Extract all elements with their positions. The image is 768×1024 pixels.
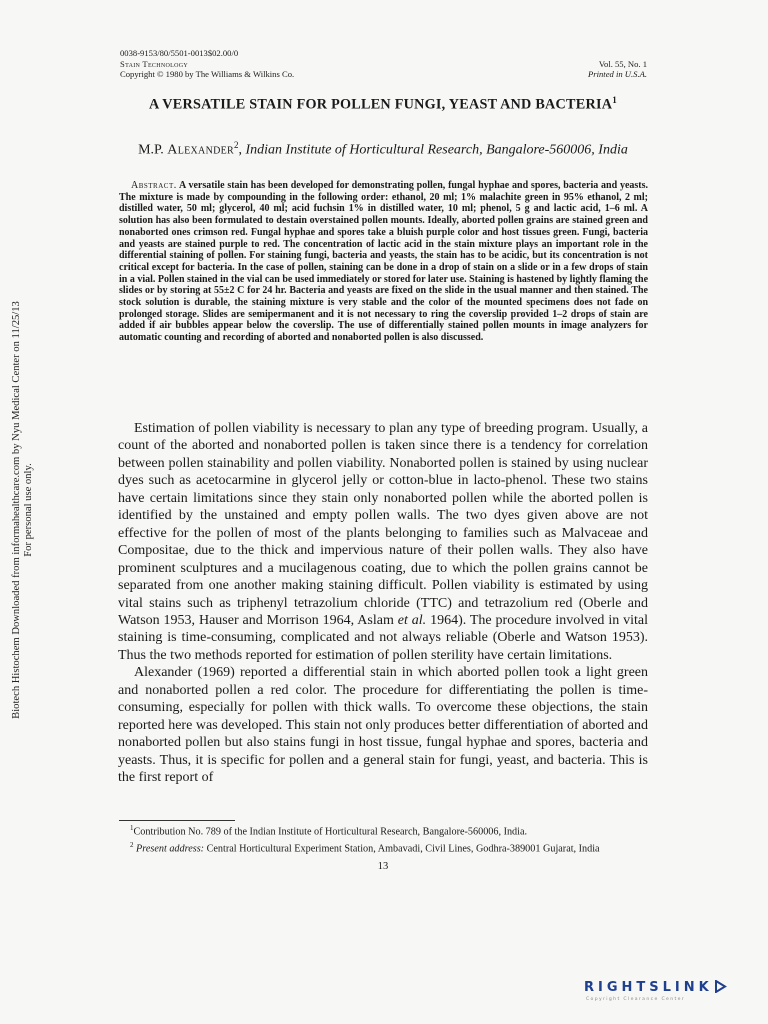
abstract-text: A versatile stain has been developed for demonstrating pollen, fungal hyphae and spores, bacteria and yeasts. The mixture is made by compounding in the following order: ethanol, 20 ml; 1% malachite green in 95% ethanol, 2 ml; distilled water, 50 ml; glycerol, 40 ml; acid fuchsin 1% in distilled water, 10 ml; phenol, 5 g and lactic acid, 1–6 ml. A solution has also been formulated to destain overstained pollen mounts. Ideally, aborted pollen grains are stained green and nonaborted ones crimson red. Fungal hyphae and spores take a bluish purple color and host tissues green. Fungi, bacteria and yeasts are stained purple to red. The concentration of lactic acid in the stain mixture plays an important role in the differential staining of pollen. For staining fungi, bacteria and yeasts, the stain has to be acidic, but its concentration is not critical except for bacteria. In the case of pollen, staining can be done in a drop of stain on a slide or in a few drops of stain in a vial. Pollen stained in the vial can be used immediately or stored for later use. Staining is hastened by lightly flaming the slides or by storing at 55±2 C for 24 hr. Bacteria and yeasts are fixed on the slide in the usual manner and then stained. The stock solution is durable, the staining mixture is very stable and the color of the mounted specimens does not fade on prolonged storage. Slides are semipermanent and it is not necessary to ring the coverslip provided 1–2 drops of stain are added if air bubbles appear below the coverslip. The use of differentially stained pollen mounts in image analyzers for automatic counting and recording of aborted and nonaborted pollen is also discussed.	[119, 180, 649, 344]
article-code: 0038-9153/80/5501-0013$02.00/0	[120, 48, 239, 58]
download-watermark	[0, 270, 46, 750]
footnote-1-text: Contribution No. 789 of the Indian Institute of Horticultural Research, Bangalore-560006, India.	[133, 826, 528, 838]
footnotes	[118, 822, 648, 856]
paragraph-1-part-a: Estimation of pollen viability is necessary to plan any type of breeding program. Usually, a count of the aborted and nonaborted pollen is taken since there is a tendency for correlation between pollen stainability and pollen viability. Nonaborted pollen is stained by using nuclear dyes such as acetocarmine in glycerol jelly or cotton-blue in lacto-phenol. These two stains have certain limitations since they stain only nonaborted pollen while the aborted pollen is identified by the unstained and empty pollen walls. The two dyes given above are not effective for the pollen of most of the plants belonging to families such as Malvaceae and Compositae, due to the thick and impervious nature of their pollen walls. They also have prominent sculptures and a mucilagenous coating, due to which the pollen grains cannot be separated from one another making staining difficult. Pollen viability is estimated by using vital stains such as triphenyl tetrazolium chloride (TTC) and tetrazolium red (Oberle and Watson 1953, Hauser and Morrison 1964, Aslam	[118, 421, 648, 628]
download-watermark-line-2: For personal use only.	[23, 463, 34, 557]
author-footnote-mark: 2	[234, 140, 239, 150]
author-line: M.P. Alexander$^2$, Indian Institute of Horticultural Research, Bangalore-560006, India	[138, 140, 628, 158]
printed-in: Printed in U.S.A.	[588, 69, 647, 79]
author-initials: M.P.	[138, 142, 164, 158]
paragraph-2: Alexander (1969) reported a differential stain in which aborted pollen took a light green and nonaborted pollen a red color. The procedure for differentiating the pollen is time-consuming, especially for pollen with thick walls. To overcome these objections, the stain reported here was developed. This stain not only produces better differentiation of aborted and nonaborted pollen but also stains fungi in host tissue, fungal hyphae and spores, bacteria and yeasts. Thus, it is specific for pollen and a general stain for fungi, yeast, and bacteria. This is the first report of	[118, 665, 648, 786]
article-title-text: A VERSATILE STAIN FOR POLLEN FUNGI, YEAST AND BACTERIA	[148, 96, 613, 113]
author-affiliation: Indian Institute of Horticultural Research, Bangalore-560006, India	[245, 142, 628, 158]
footnote-2-text: Central Horticultural Experiment Station, Ambavadi, Civil Lines, Godhra-389001 Gujarat, India	[204, 843, 600, 855]
journal-header	[120, 48, 647, 80]
rightslink-wordmark: RIGHTSLINK	[584, 980, 713, 995]
footnote-1	[118, 822, 648, 839]
paragraph-1-part-b: 1964). The procedure involved in vital staining is time-consuming, complicated and not always reliable (Oberle and Watson 1953). Thus the two methods reported for estimation of pollen sterility have certain limitations.	[118, 612, 648, 663]
volume-issue: Vol. 55, No. 1	[598, 58, 647, 69]
footnote-rule	[119, 820, 235, 821]
rightslink-logo	[584, 980, 754, 1008]
author-surname: Alexander	[167, 142, 234, 158]
footnote-2-mark: 2	[130, 840, 134, 849]
page-number: 13	[377, 861, 389, 872]
abstract-label: Abstract.	[131, 180, 177, 191]
article-title	[118, 95, 648, 114]
title-footnote-mark: 1	[612, 95, 617, 105]
footnote-2	[118, 839, 648, 856]
rightslink-tagline: Copyright Clearance Center	[586, 997, 686, 1002]
copyright-line: Copyright © 1980 by The Williams & Wilkins Co.	[120, 69, 295, 79]
download-watermark-line-1: Biotech Histochem Downloaded from informahealthcare.com by Nyu Medical Center on 11/25/13	[11, 301, 22, 719]
journal-name: Stain Technology	[120, 58, 189, 69]
paragraph-1	[118, 420, 648, 664]
rightslink-arrow-icon	[715, 980, 727, 993]
citation-et-al: et al.	[397, 612, 427, 628]
article-body	[118, 420, 648, 787]
footnote-2-label: Present address:	[136, 843, 205, 855]
abstract	[119, 180, 648, 344]
footnote-1-mark: 1	[130, 824, 134, 832]
